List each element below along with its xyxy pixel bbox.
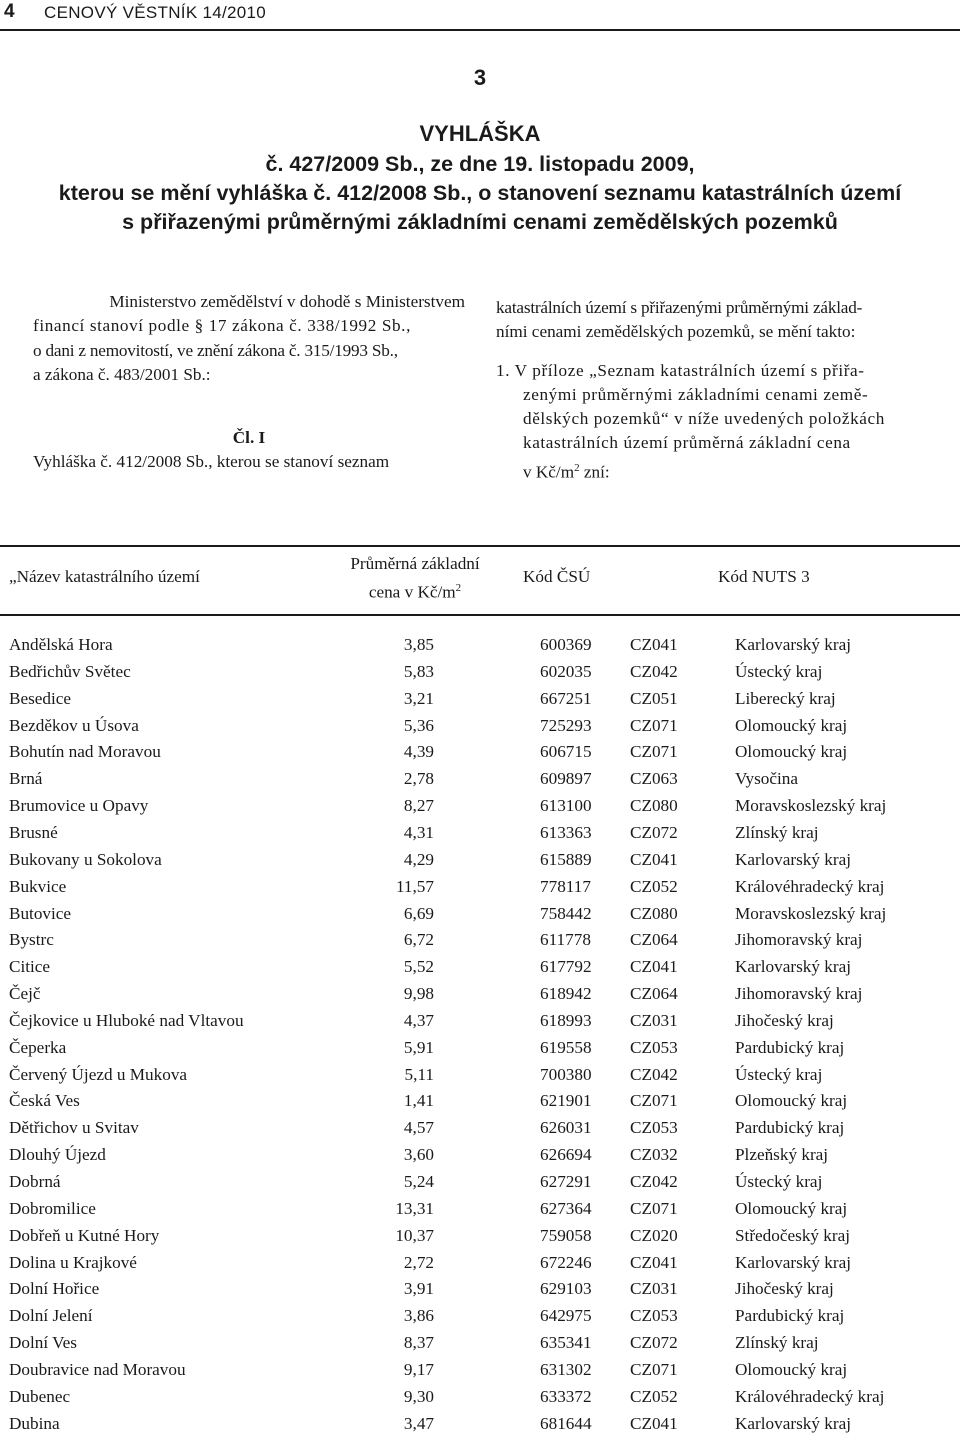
journal-title: CENOVÝ VĚSTNÍK 14/2010 — [44, 3, 267, 22]
cell-name: Čejkovice u Hluboké nad Vltavou — [9, 1010, 244, 1030]
table-row — [0, 1386, 960, 1413]
cell-price: 5,11 — [404, 1064, 434, 1084]
table-row — [0, 822, 960, 849]
cell-region: Moravskoslezský kraj — [735, 903, 887, 923]
cell-csu: 759058 — [540, 1225, 592, 1245]
cell-csu: 619558 — [540, 1037, 592, 1057]
cell-price: 5,83 — [403, 661, 434, 681]
cell-price: 9,30 — [403, 1386, 434, 1406]
cell-name: Dubina — [9, 1413, 60, 1433]
cell-nuts: CZ041 — [630, 849, 678, 869]
point-line-3: dělských pozemků“ v níže uvedených položkách — [523, 409, 885, 429]
cell-csu: 758442 — [540, 903, 592, 923]
article-heading: Čl. I — [232, 428, 266, 448]
table-row — [0, 1117, 960, 1144]
cell-csu: 627291 — [540, 1172, 592, 1191]
right-line-2: ními cenami zemědělských pozemků, se mění takto: — [496, 322, 856, 342]
header-price — [320, 553, 510, 604]
cell-csu: 627364 — [540, 1198, 592, 1218]
cell-price: 5,24 — [403, 1172, 434, 1191]
cell-csu: 633372 — [540, 1386, 592, 1406]
cell-region: Karlovarský kraj — [735, 635, 851, 654]
table-row — [0, 795, 960, 822]
table-row — [0, 1171, 960, 1198]
document-number: 3 — [473, 65, 487, 90]
unit-suffix: zní: — [579, 462, 610, 482]
cell-price: 1,41 — [403, 1091, 434, 1111]
cell-nuts: CZ041 — [630, 1413, 678, 1433]
cell-csu: 621901 — [540, 1091, 592, 1111]
table-row — [0, 849, 960, 876]
cell-csu: 681644 — [540, 1413, 592, 1433]
cell-csu: 617792 — [540, 957, 592, 977]
cell-region: Pardubický kraj — [735, 1118, 845, 1138]
cell-nuts: CZ041 — [630, 957, 678, 977]
table-row — [0, 661, 960, 688]
cell-nuts: CZ071 — [630, 1091, 678, 1111]
header-csu: Kód ČSÚ — [523, 567, 591, 586]
header-price-line-2 — [320, 577, 510, 604]
cell-nuts: CZ051 — [630, 688, 678, 708]
cell-price: 5,91 — [403, 1037, 434, 1057]
cell-nuts: CZ072 — [630, 1333, 678, 1353]
cell-name: Červený Újezd u Mukova — [9, 1064, 188, 1084]
cell-nuts: CZ064 — [630, 930, 678, 950]
cell-csu: 626694 — [540, 1145, 592, 1165]
cell-region: Ústecký kraj — [735, 1064, 823, 1084]
table-row — [0, 688, 960, 715]
cell-name: Butovice — [9, 903, 72, 923]
table-row — [0, 1144, 960, 1171]
right-line-1: katastrálních území s přiřazenými průměrnými základ- — [496, 298, 863, 317]
cell-name: Doubravice nad Moravou — [9, 1359, 186, 1379]
table-row — [0, 1010, 960, 1037]
table-row — [0, 1037, 960, 1064]
cell-region: Královéhradecký kraj — [735, 876, 885, 896]
table-header-rule — [0, 614, 960, 616]
cell-region: Zlínský kraj — [735, 1333, 819, 1353]
header-price-sup: 2 — [455, 582, 462, 594]
cell-price: 9,17 — [403, 1359, 434, 1379]
cell-csu: 618993 — [540, 1010, 592, 1030]
cell-csu: 778117 — [540, 876, 591, 896]
cell-price: 4,29 — [403, 849, 434, 869]
cell-name: Bohutín nad Moravou — [9, 742, 161, 762]
cell-region: Karlovarský kraj — [735, 957, 851, 977]
point-line-4: katastrálních území průměrná základní cena — [523, 433, 851, 453]
header-nuts: Kód NUTS 3 — [718, 567, 810, 586]
cell-csu: 613100 — [540, 796, 592, 816]
cell-region: Plzeňský kraj — [735, 1145, 829, 1165]
cell-name: Bystrc — [9, 930, 54, 950]
cell-name: Besedice — [9, 688, 72, 708]
cell-region: Vysočina — [735, 769, 799, 789]
cell-region: Olomoucký kraj — [735, 715, 848, 735]
table-row — [0, 1225, 960, 1252]
table-row — [0, 1252, 960, 1279]
intro-line-3: o dani z nemovitostí, ve znění zákona č. 315/1993 Sb., — [33, 340, 398, 360]
document-title-line-1: č. 427/2009 Sb., ze dne 19. listopadu 2009, — [265, 152, 695, 176]
cell-csu: 600369 — [540, 635, 592, 654]
cell-price: 4,37 — [403, 1010, 434, 1030]
table-row — [0, 1198, 960, 1225]
cell-price: 9,98 — [403, 984, 434, 1004]
cell-price: 8,27 — [403, 796, 434, 816]
intro-line-1: Ministerstvo zemědělství v dohodě s Ministerstvem — [109, 292, 465, 311]
cell-nuts: CZ064 — [630, 984, 678, 1004]
cell-csu: 618942 — [540, 984, 592, 1004]
cell-nuts: CZ071 — [630, 1359, 678, 1379]
cell-name: Dobrná — [9, 1172, 61, 1191]
cell-nuts: CZ041 — [630, 635, 678, 654]
cell-nuts: CZ053 — [630, 1037, 678, 1057]
cell-name: Dlouhý Újezd — [9, 1145, 106, 1165]
cell-name: Dobromilice — [9, 1198, 96, 1218]
table-row — [0, 768, 960, 795]
cell-region: Olomoucký kraj — [735, 1359, 848, 1379]
page-number: 4 — [4, 1, 15, 22]
cell-name: Dolní Jelení — [9, 1306, 93, 1326]
cell-name: Bukvice — [9, 876, 67, 896]
cell-nuts: CZ080 — [630, 796, 678, 816]
cell-name: Dolina u Krajkové — [9, 1252, 137, 1272]
cell-region: Moravskoslezský kraj — [735, 796, 887, 816]
intro-line-2: financí stanoví podle § 17 zákona č. 338/1992 Sb., — [33, 316, 411, 336]
table-row — [0, 1332, 960, 1359]
cell-region: Jihomoravský kraj — [735, 984, 863, 1004]
cell-price: 8,37 — [403, 1333, 434, 1353]
header-price-line-1: Průměrná základní — [350, 554, 480, 573]
cell-csu: 629103 — [540, 1279, 592, 1299]
cell-csu: 700380 — [540, 1064, 592, 1084]
cell-price: 4,31 — [403, 822, 434, 842]
cell-name: Čejč — [9, 984, 41, 1004]
cell-csu: 667251 — [540, 688, 592, 708]
cell-csu: 631302 — [540, 1359, 592, 1379]
intro-line-4: a zákona č. 483/2001 Sb.: — [33, 364, 211, 384]
table-row — [0, 1278, 960, 1305]
cell-nuts: CZ052 — [630, 876, 678, 896]
cell-nuts: CZ063 — [630, 769, 678, 789]
table-row — [0, 876, 960, 903]
cell-price: 6,72 — [403, 930, 434, 950]
cell-nuts: CZ041 — [630, 1252, 678, 1272]
cell-region: Jihočeský kraj — [735, 1010, 834, 1030]
header-rule — [0, 29, 960, 31]
unit-text: v Kč/m — [523, 462, 575, 482]
cell-nuts: CZ042 — [630, 1064, 678, 1084]
cell-name: Dobřeň u Kutné Hory — [9, 1225, 160, 1245]
left-column — [33, 290, 465, 475]
document-type: VYHLÁŠKA — [419, 121, 541, 146]
cell-nuts: CZ071 — [630, 715, 678, 735]
cell-csu: 615889 — [540, 849, 592, 869]
cell-nuts: CZ042 — [630, 1172, 678, 1191]
cell-csu: 725293 — [540, 715, 592, 735]
cell-price: 13,31 — [395, 1198, 434, 1218]
table-row — [0, 956, 960, 983]
cell-name: Brusné — [9, 822, 58, 842]
header-name: „Název katastrálního území — [9, 567, 200, 586]
cell-region: Jihomoravský kraj — [735, 930, 863, 950]
cell-price: 3,86 — [403, 1306, 434, 1326]
cell-region: Karlovarský kraj — [735, 849, 851, 869]
cell-nuts: CZ072 — [630, 822, 678, 842]
cell-price: 3,21 — [403, 688, 434, 708]
cell-region: Olomoucký kraj — [735, 742, 848, 762]
cell-price: 3,47 — [403, 1413, 434, 1433]
cell-region: Pardubický kraj — [735, 1037, 845, 1057]
cell-region: Liberecký kraj — [735, 688, 836, 708]
cell-name: Bukovany u Sokolova — [9, 849, 162, 869]
cell-price: 4,39 — [403, 742, 434, 762]
cell-region: Karlovarský kraj — [735, 1413, 851, 1433]
cell-nuts: CZ052 — [630, 1386, 678, 1406]
document-title-line-3: s přiřazenými průměrnými základními cenami zemědělských pozemků — [122, 210, 838, 234]
cell-name: Dolní Ves — [9, 1333, 77, 1353]
unit-superscript: 2 — [574, 461, 580, 474]
cell-nuts: CZ042 — [630, 661, 678, 681]
cell-nuts: CZ071 — [630, 742, 678, 762]
cell-price: 4,57 — [403, 1118, 434, 1138]
table-row — [0, 929, 960, 956]
cell-csu: 609897 — [540, 769, 592, 789]
cell-price: 3,91 — [403, 1279, 434, 1299]
right-column — [496, 296, 959, 485]
cell-name: Česká Ves — [9, 1091, 80, 1111]
cell-nuts: CZ080 — [630, 903, 678, 923]
cell-region: Ústecký kraj — [735, 1172, 823, 1191]
cell-csu: 635341 — [540, 1333, 592, 1353]
table-row — [0, 741, 960, 768]
cell-name: Brná — [9, 769, 43, 789]
cell-nuts: CZ020 — [630, 1225, 678, 1245]
cell-nuts: CZ031 — [630, 1010, 678, 1030]
cell-csu: 626031 — [540, 1118, 592, 1138]
point-line-1: 1. V příloze „Seznam katastrálních území s přiřa- — [496, 360, 865, 380]
page-header — [0, 0, 960, 26]
cell-name: Brumovice u Opavy — [9, 796, 149, 816]
article-line: Vyhláška č. 412/2008 Sb., kterou se stanoví seznam — [33, 452, 390, 472]
cell-name: Dubenec — [9, 1386, 71, 1406]
cell-name: Andělská Hora — [9, 635, 113, 654]
table-row — [0, 1090, 960, 1117]
cell-name: Citice — [9, 957, 51, 977]
cell-region: Jihočeský kraj — [735, 1279, 834, 1299]
cell-name: Bedřichův Světec — [9, 661, 131, 681]
cell-region: Středočeský kraj — [735, 1225, 851, 1245]
cell-csu: 606715 — [540, 742, 592, 762]
table-row — [0, 1359, 960, 1386]
cell-region: Olomoucký kraj — [735, 1091, 848, 1111]
cell-price: 2,78 — [403, 769, 434, 789]
table-row — [0, 1305, 960, 1332]
cell-region: Královéhradecký kraj — [735, 1386, 885, 1406]
table-row — [0, 634, 960, 661]
document-title-line-2: kterou se mění vyhláška č. 412/2008 Sb., o stanovení seznamu katastrálních území — [58, 181, 902, 205]
cell-region: Olomoucký kraj — [735, 1198, 848, 1218]
cell-csu: 613363 — [540, 822, 592, 842]
cell-price: 5,36 — [403, 715, 434, 735]
cell-nuts: CZ053 — [630, 1306, 678, 1326]
table-row — [0, 983, 960, 1010]
cell-nuts: CZ032 — [630, 1145, 678, 1165]
cell-csu: 602035 — [540, 661, 592, 681]
cell-name: Dolní Hořice — [9, 1279, 100, 1299]
cell-csu: 672246 — [540, 1252, 592, 1272]
cell-nuts: CZ071 — [630, 1198, 678, 1218]
cell-price: 3,85 — [403, 635, 434, 654]
cell-price: 2,72 — [403, 1252, 434, 1272]
cell-nuts: CZ031 — [630, 1279, 678, 1299]
table-top-rule — [0, 545, 960, 547]
table-row — [0, 715, 960, 742]
cell-name: Bezděkov u Úsova — [9, 715, 139, 735]
cell-region: Pardubický kraj — [735, 1306, 845, 1326]
header-price-unit: cena v Kč/m — [368, 582, 456, 602]
cell-csu: 611778 — [540, 930, 591, 950]
cell-name: Čeperka — [9, 1037, 67, 1057]
cell-price: 10,37 — [395, 1225, 434, 1245]
cell-region: Ústecký kraj — [735, 661, 823, 681]
cell-csu: 642975 — [540, 1306, 592, 1326]
point-line-5 — [496, 456, 959, 485]
cell-name: Dětřichov u Svitav — [9, 1118, 139, 1138]
cell-price: 11,57 — [395, 876, 434, 896]
cell-price: 5,52 — [403, 957, 434, 977]
cell-region: Zlínský kraj — [735, 822, 819, 842]
table-row — [0, 1064, 960, 1091]
point-line-2: zenými průměrnými základními cenami země- — [523, 384, 869, 404]
cell-region: Karlovarský kraj — [735, 1252, 851, 1272]
cell-nuts: CZ053 — [630, 1118, 678, 1138]
table-row — [0, 903, 960, 930]
cell-price: 3,60 — [403, 1145, 434, 1165]
cell-price: 6,69 — [403, 903, 434, 923]
